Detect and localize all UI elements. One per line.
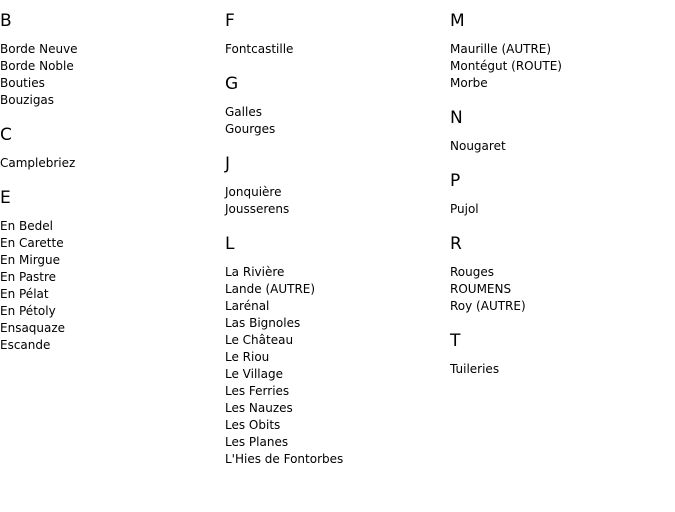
place-name-link[interactable]: En Bedel — [0, 219, 53, 233]
letter-heading: N — [450, 108, 463, 128]
place-name-link[interactable]: En Pétoly — [0, 304, 56, 318]
place-name-link[interactable]: Ensaquaze — [0, 321, 66, 335]
place-name-link[interactable]: L'Hies de Fontorbes — [225, 452, 344, 466]
place-name-link[interactable]: Borde Neuve — [0, 42, 78, 56]
place-name-link[interactable]: Pujol — [450, 202, 479, 216]
place-name-link[interactable]: Borde Noble — [0, 59, 74, 73]
place-name-link[interactable]: Camplebriez — [0, 156, 76, 170]
letter-group — [0, 10, 225, 109]
place-name-link[interactable]: Jonquière — [225, 185, 282, 199]
place-name-link[interactable]: Les Ferries — [225, 384, 290, 398]
letter-group — [225, 233, 450, 468]
place-name-link[interactable]: Lande (AUTRE) — [225, 282, 316, 296]
place-name-link[interactable]: Le Village — [225, 367, 283, 381]
place-name-link[interactable]: Jousserens — [225, 202, 290, 216]
place-name-link[interactable]: Gourges — [225, 122, 276, 136]
place-name-link[interactable]: Le Riou — [225, 350, 270, 364]
place-name-link[interactable]: En Pélat — [0, 287, 49, 301]
place-name-link[interactable]: Escande — [0, 338, 51, 352]
place-name-link[interactable]: Fontcastille — [225, 42, 294, 56]
place-name-link[interactable]: ROUMENS — [450, 282, 512, 296]
place-name-link[interactable]: Morbe — [450, 76, 488, 90]
letter-group — [450, 107, 675, 155]
letter-group — [0, 187, 225, 354]
place-name-link[interactable]: Les Obits — [225, 418, 281, 432]
place-name-link[interactable]: Maurille (AUTRE) — [450, 42, 552, 56]
place-name-link[interactable]: Larénal — [225, 299, 270, 313]
place-name-link[interactable]: Las Bignoles — [225, 316, 301, 330]
index-column — [450, 10, 675, 393]
place-name-link[interactable]: Bouzigas — [0, 93, 55, 107]
place-name-link[interactable]: Nougaret — [450, 139, 506, 153]
letter-heading: F — [225, 11, 235, 31]
letter-group — [225, 10, 450, 58]
letter-heading: E — [0, 188, 11, 208]
letter-heading: B — [0, 11, 12, 31]
place-name-link[interactable]: Bouties — [0, 76, 45, 90]
letter-group — [225, 73, 450, 138]
letter-heading: T — [450, 331, 461, 351]
place-name-link[interactable]: La Rivière — [225, 265, 285, 279]
place-name-link[interactable]: Roy (AUTRE) — [450, 299, 526, 313]
letter-group — [450, 170, 675, 218]
letter-heading: C — [0, 125, 12, 145]
letter-heading: P — [450, 171, 461, 191]
place-name-link[interactable]: Tuileries — [450, 362, 500, 376]
letter-heading: G — [225, 74, 239, 94]
place-name-link[interactable]: En Carette — [0, 236, 64, 250]
place-name-link[interactable]: En Mirgue — [0, 253, 61, 267]
letter-group — [225, 153, 450, 218]
letter-heading: L — [225, 234, 235, 254]
place-name-link[interactable]: Montégut (ROUTE) — [450, 59, 562, 73]
index-column — [0, 10, 225, 369]
letter-heading: M — [450, 11, 465, 31]
letter-group — [450, 10, 675, 92]
letter-group — [450, 233, 675, 315]
letter-heading: R — [450, 234, 462, 254]
index-column — [225, 10, 450, 483]
letter-group — [450, 330, 675, 378]
place-name-link[interactable]: Galles — [225, 105, 262, 119]
place-name-link[interactable]: Rouges — [450, 265, 494, 279]
place-name-link[interactable]: Les Nauzes — [225, 401, 293, 415]
letter-group — [0, 124, 225, 172]
letter-heading: J — [225, 154, 231, 174]
place-name-link[interactable]: Les Planes — [225, 435, 289, 449]
place-name-link[interactable]: Le Château — [225, 333, 294, 347]
place-name-link[interactable]: En Pastre — [0, 270, 57, 284]
